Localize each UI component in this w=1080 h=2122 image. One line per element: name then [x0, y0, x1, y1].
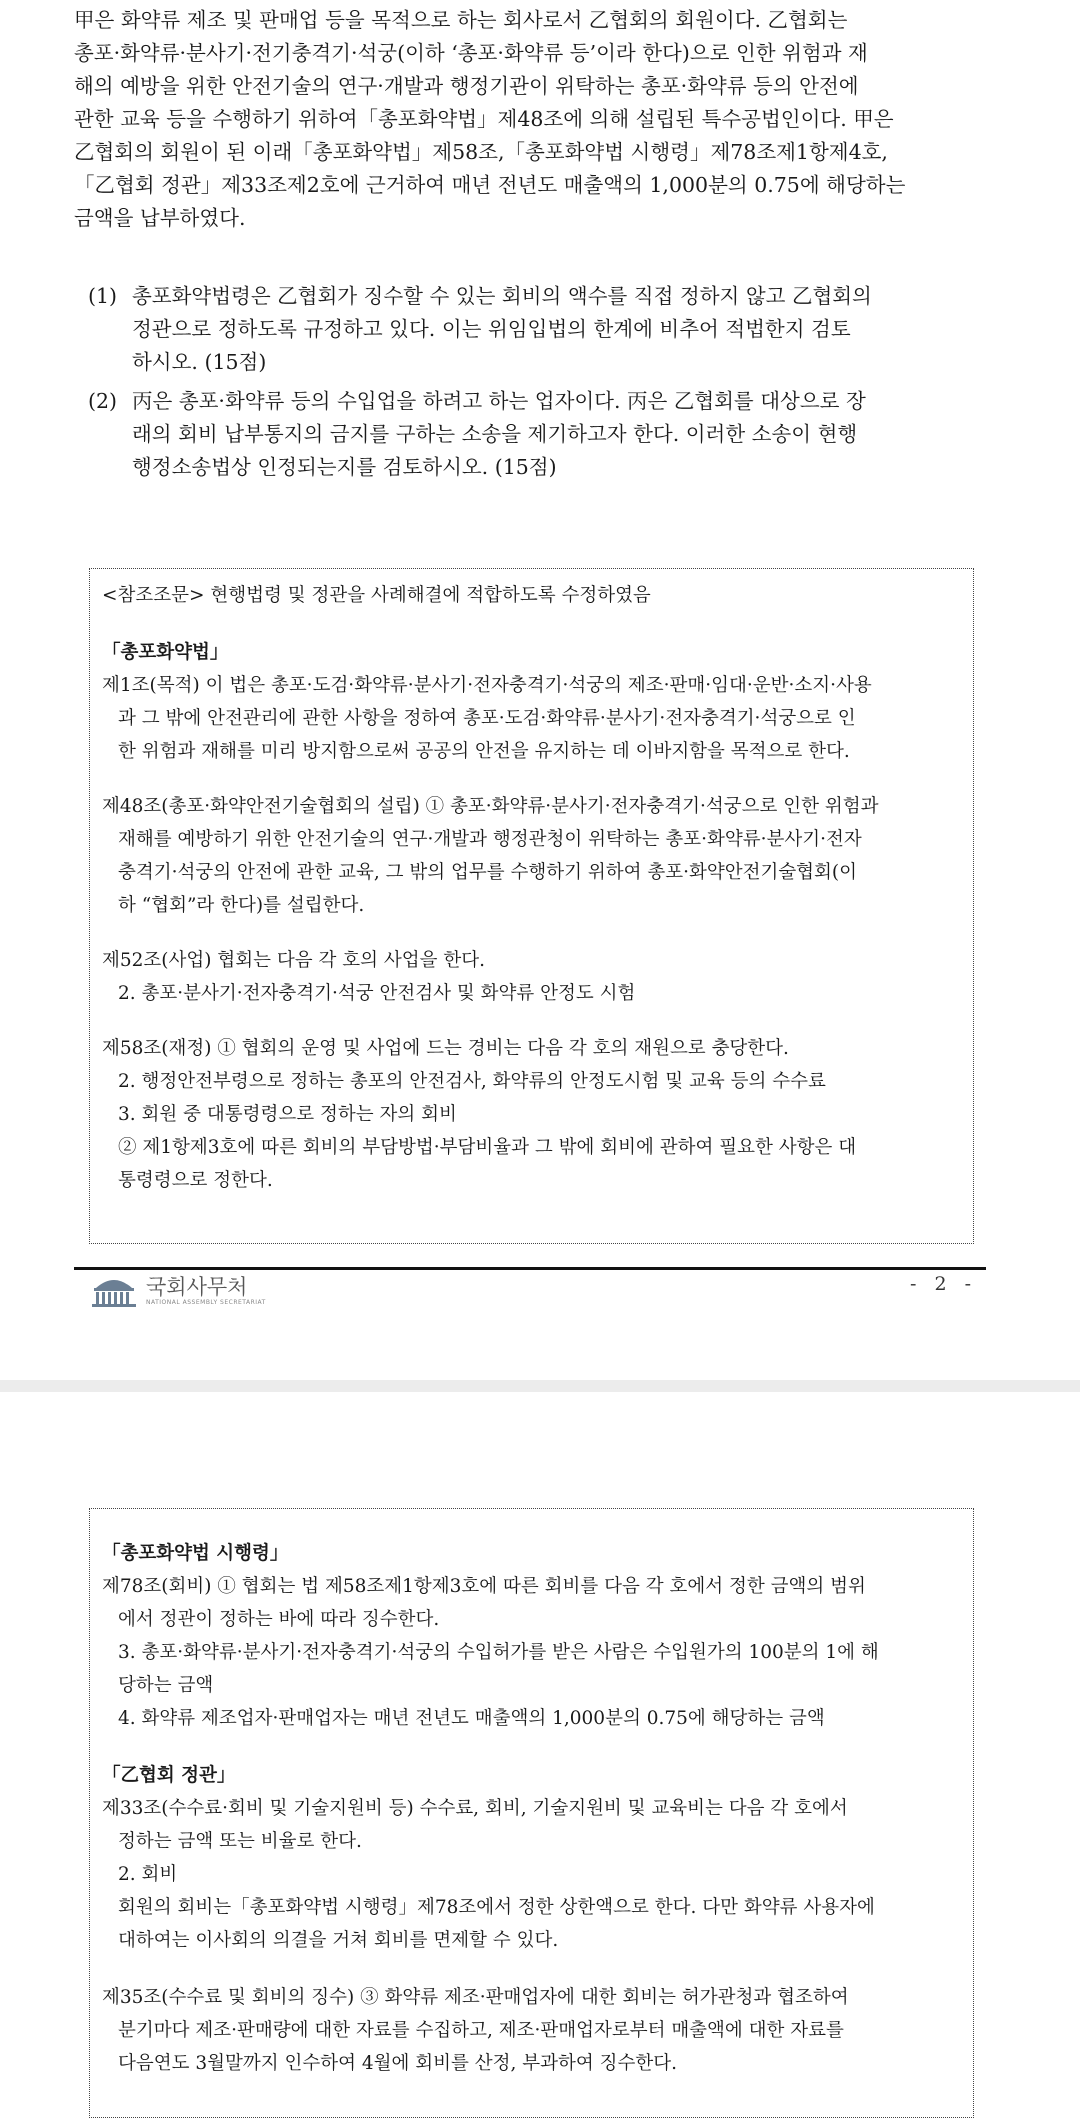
article-78-line: 제78조(회비) ① 협회는 법 제58조제1항제3호에 따른 회비를 다음 각 호에서 정한 금액의 범위: [102, 1576, 866, 1597]
org-subtitle: NATIONAL ASSEMBLY SECRETARIAT: [146, 1299, 266, 1306]
question-line: 래의 회비 납부통지의 금지를 구하는 소송을 제기하고자 한다. 이러한 소송이 현행: [132, 422, 858, 446]
article-58-line: 3. 회원 중 대통령령으로 정하는 자의 회비: [118, 1104, 457, 1125]
article-33-line: 회원의 회비는「총포화약법 시행령」제78조에서 정한 상한액으로 한다. 다만 화약류 사용자에: [118, 1897, 875, 1918]
question-line: 총포화약법령은 乙협회가 징수할 수 있는 회비의 액수를 직접 정하지 않고 乙협회의: [132, 284, 872, 308]
footer-divider: [74, 1267, 986, 1270]
assembly-logo: [88, 1274, 266, 1308]
article-48-line: 재해를 예방하기 위한 안전기술의 연구·개발과 행정관청이 위탁하는 총포·화약류·분사기·전자: [118, 829, 862, 850]
intro-line: 「乙협회 정관」제33조제2호에 근거하여 매년 전년도 매출액의 1,000분의 0.75에 해당하는: [74, 173, 906, 197]
charter-title: 「乙협회 정관」: [102, 1765, 236, 1786]
article-58-line: 통령령으로 정한다.: [118, 1170, 273, 1191]
article-1-line: 제1조(목적) 이 법은 총포·도검·화약류·분사기·전자충격기·석궁의 제조·판매·임대·운반·소지·사용: [102, 675, 872, 696]
page-number: - 2 -: [910, 1273, 978, 1295]
intro-line: 관한 교육 등을 수행하기 위하여「총포화약법」제48조에 의해 설립된 특수공법인이다. 甲은: [74, 107, 894, 131]
article-1-line: 과 그 밖에 안전관리에 관한 사항을 정하여 총포·도검·화약류·분사기·전자충격기·석궁으로 인: [118, 708, 856, 729]
reference-articles-box-continued: [89, 1508, 974, 2118]
page-separator: [0, 1380, 1080, 1392]
article-78-line: 에서 정관이 정하는 바에 따라 징수한다.: [118, 1609, 440, 1630]
intro-line: 금액을 납부하였다.: [74, 206, 246, 230]
reference-articles-box: [89, 568, 974, 1244]
article-35-line: 다음연도 3월말까지 인수하여 4월에 회비를 산정, 부과하여 징수한다.: [118, 2053, 677, 2074]
article-52-line: 제52조(사업) 협회는 다음 각 호의 사업을 한다.: [102, 950, 485, 971]
article-33-line: 2. 회비: [118, 1864, 178, 1885]
org-name: 국회사무처: [146, 1275, 248, 1299]
article-58-line: 2. 행정안전부령으로 정하는 총포의 안전검사, 화약류의 안정도시험 및 교육 등의 수수료: [118, 1071, 826, 1092]
question-number: (2): [88, 389, 118, 413]
law-title: 「총포화약법」: [102, 642, 229, 663]
article-33-line: 대하여는 이사회의 의결을 거쳐 회비를 면제할 수 있다.: [118, 1930, 559, 1951]
question-number: (1): [88, 284, 118, 308]
intro-line: 해의 예방을 위한 안전기술의 연구·개발과 행정기관이 위탁하는 총포·화약류 등의 안전에: [74, 74, 859, 98]
article-52-line: 2. 총포·분사기·전자충격기·석궁 안전검사 및 화약류 안정도 시험: [118, 983, 636, 1004]
article-78-line: 4. 화약류 제조업자·판매업자는 매년 전년도 매출액의 1,000분의 0.75에 해당하는 금액: [118, 1708, 825, 1729]
question-line: 하시오. (15점): [132, 350, 267, 374]
question-line: 행정소송법상 인정되는지를 검토하시오. (15점): [132, 455, 557, 479]
article-33-line: 제33조(수수료·회비 및 기술지원비 등) 수수료, 회비, 기술지원비 및 교육비는 다음 각 호에서: [102, 1798, 848, 1819]
question-line: 丙은 총포·화약류 등의 수입업을 하려고 하는 업자이다. 丙은 乙협회를 대상으로 장: [132, 389, 866, 413]
article-48-line: 제48조(총포·화약안전기술협회의 설립) ① 총포·화약류·분사기·전자충격기·석궁으로 인한 위험과: [102, 796, 879, 817]
article-33-line: 정하는 금액 또는 비율로 한다.: [118, 1831, 362, 1852]
article-35-line: 제35조(수수료 및 회비의 징수) ③ 화약류 제조·판매업자에 대한 회비는 허가관청과 협조하여: [102, 1987, 849, 2008]
national-assembly-emblem-icon: [88, 1274, 140, 1308]
decree-title: 「총포화약법 시행령」: [102, 1543, 289, 1564]
article-58-line: 제58조(재정) ① 협회의 운영 및 사업에 드는 경비는 다음 각 호의 재원으로 충당한다.: [102, 1038, 789, 1059]
question-1: [88, 280, 984, 379]
article-35-line: 분기마다 제조·판매량에 대한 자료를 수집하고, 제조·판매업자로부터 매출액에 대한 자료를: [118, 2020, 844, 2041]
reference-header: <참조조문> 현행법령 및 정관을 사례해결에 적합하도록 수정하였음: [102, 585, 651, 606]
article-48-line: 충격기·석궁의 안전에 관한 교육, 그 밖의 업무를 수행하기 위하여 총포·화약안전기술협회(이: [118, 862, 858, 883]
article-78-line: 당하는 금액: [118, 1675, 214, 1696]
intro-line: 乙협회의 회원이 된 이래「총포화약법」제58조,「총포화약법 시행령」제78조제1항제4호,: [74, 140, 888, 164]
article-48-line: 하 “협회”라 한다)를 설립한다.: [118, 895, 365, 916]
article-58-line: ② 제1항제3호에 따른 회비의 부담방법·부담비율과 그 밖에 회비에 관하여 필요한 사항은 대: [118, 1137, 857, 1158]
question-line: 정관으로 정하도록 규정하고 있다. 이는 위임입법의 한계에 비추어 적법한지 검토: [132, 317, 851, 341]
article-78-line: 3. 총포·화약류·분사기·전자충격기·석궁의 수입허가를 받은 사람은 수입원가의 100분의 1에 해: [118, 1642, 879, 1663]
case-facts-paragraph: [74, 4, 984, 235]
intro-line: 총포·화약류·분사기·전기충격기·석궁(이하 ‘총포·화약류 등’이라 한다)으로 인한 위험과 재: [74, 41, 868, 65]
question-list: [88, 280, 984, 490]
intro-line: 甲은 화약류 제조 및 판매업 등을 목적으로 하는 회사로서 乙협회의 회원이다. 乙협회는: [74, 8, 848, 32]
article-1-line: 한 위험과 재해를 미리 방지함으로써 공공의 안전을 유지하는 데 이바지함을 목적으로 한다.: [118, 741, 850, 762]
question-2: [88, 385, 984, 484]
